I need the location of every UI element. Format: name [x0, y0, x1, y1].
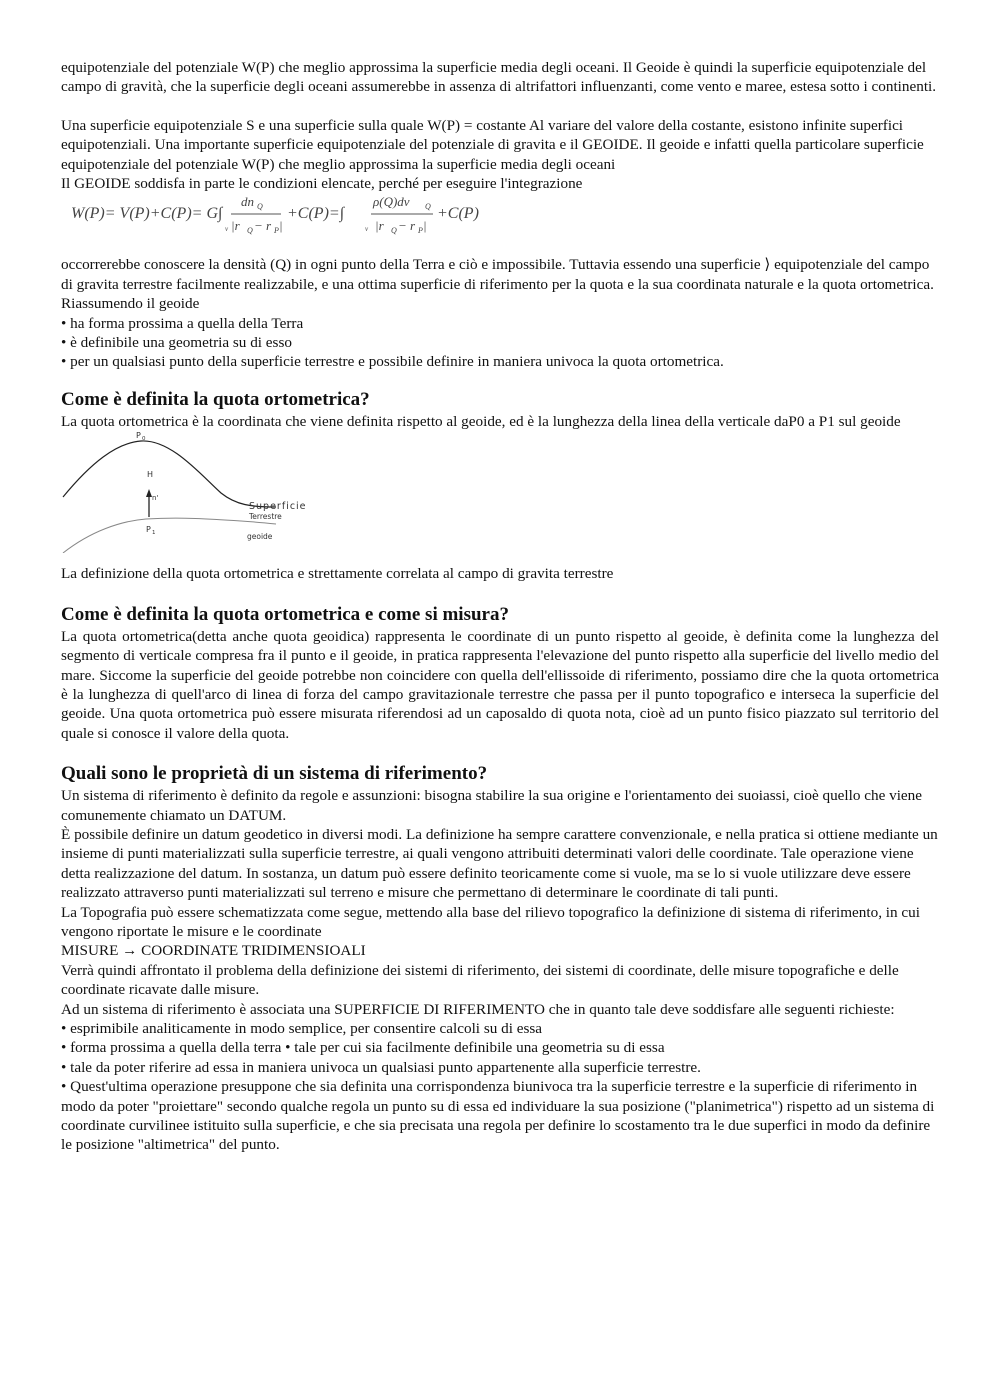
after-formula-paragraph: occorrerebbe conoscere la densità (Q) in ogni punto della Terra e ciò e impossibile. Tuttavia essendo una superficie ⟩ equipotenziale del campo di gravita terrestre facilmente realizzabile, e una ottima superficie di riferimento per la quota e la sua coordinata naturale e la quota ortometrica.: [61, 256, 934, 293]
section-3-bullet-2: • forma prossima a quella della terra • tale per cui sia facilmente definibile una geometria su di essa: [61, 1039, 665, 1057]
summary-bullet-3: • per un qualsiasi punto della superficie terrestre e possibile definire in maniera univoca la quota ortometrica.: [61, 353, 724, 371]
section-3-paragraph-3: La Topografia può essere schematizzata come segue, mettendo alla base del rilievo topografico la definizione di sistema di riferimento, in cui vengono riportate le misure e le coordinate: [61, 903, 920, 940]
summary-bullet-1: • ha forma prossima a quella della Terra: [61, 314, 304, 332]
formula-den2-c: |: [423, 218, 427, 234]
formula-den1-c: |: [279, 218, 283, 234]
geoid-curve: [63, 518, 276, 553]
section-1-after-text: La definizione della quota ortometrica e strettamente correlata al campo di gravita terrestre: [61, 565, 614, 583]
potential-formula: [61, 193, 939, 255]
section-1-text: La quota ortometrica è la coordinata che viene definita rispetto al geoide, ed è la lunghezza della linea della verticale daP0 a P1 sul geoide: [61, 412, 901, 430]
formula-dn: dn: [241, 195, 254, 210]
p0-label: P: [136, 431, 141, 441]
section-3-paragraph-2: È possibile definire un datum geodetico in diversi modi. La definizione ha sempre carattere convenzionale, e nella pratica si ottiene mediante un insieme di punti materializzati sulla superficie terrestre, ai quali vengono attribuiti determinati valori delle coordinate. Tale operazione viene detta realizzazione del datum. In sostanza, un datum può essere definito teoricamente come si vuole, ma se lo si vuole utilizzare deve essere realizzato attraverso punti materializzati sul terreno e misure che permettano di determinare le coordinate di tali punti.: [61, 825, 938, 902]
p1-sub: 1: [152, 530, 156, 537]
formula-v-sub-1: v: [225, 225, 229, 234]
section-3-paragraph-5: Verrà quindi affrontato il problema della definizione dei sistemi di riferimento, dei sistemi di coordinate, delle misure topografiche e delle coordinate ricavate dalle misure.: [61, 961, 899, 999]
h-label: H: [147, 470, 154, 480]
section-3-bullet-1: • esprimibile analiticamente in modo semplice, per consentire calcoli su di essa: [61, 1020, 543, 1037]
section-3-paragraph-1: Un sistema di riferimento è definito da regole e assunzioni: bisogna stabilire la sua origine e l'orientamento dei suoiassi, cioè quello che viene comunemente chiamato un DATUM.: [61, 787, 923, 824]
intro-paragraph-3: Il GEOIDE soddisfa in parte le condizioni elencate, perché per eseguire l'integrazione: [61, 175, 583, 193]
section-3-paragraph-6: Ad un sistema di riferimento è associata una SUPERFICIE DI RIFERIMENTO che in quanto tale deve soddisfare alle seguenti richieste:: [61, 1000, 895, 1018]
formula-rho-sub: Q: [425, 202, 431, 212]
summary-bullet-2: • è definibile una geometria su di esso: [61, 334, 292, 352]
formula-lhs: W(P)= V(P)+C(P)= G∫: [71, 205, 223, 223]
formula-den1-b: − r: [254, 218, 272, 234]
formula-den2-a: |r: [375, 218, 384, 234]
n-label: n': [152, 494, 159, 503]
geoid-label: geoide: [247, 532, 273, 542]
earth-surface-curve: [63, 441, 276, 507]
formula-den1-sub1: Q: [247, 226, 253, 236]
formula-den2-sub2: P: [418, 226, 423, 236]
section-2-text: La quota ortometrica(detta anche quota geoidica) rappresenta le coordinate di un punto rispetto al geoide, è definita come la lunghezza del segmento di verticale compresa fra il punto e il geoide, in pratica rappresenta l'elevazione del punto rispetto alla superficie del livello medio del mare. Siccome la superficie del geoide potrebbe non coincidere con quella dell'ellissoide di riferimento, possiamo dire che la quota ortometrica è la lunghezza di quell'arco di linea di forza del campo gravitazionale terrestre che passa per il punto topografico e interseca la superficie del geoide. Una quota ortometrica può essere misurata riferendosi ad un caposaldo di quota nota, cioè ad un punto fisico piazzato sul territorio del quale si conosce il valore della quota.: [61, 627, 939, 742]
section-3-bullet-4: • Quest'ultima operazione presuppone che sia definita una corrispondenza biunivoca tra la superficie terrestre e la superficie di riferimento in modo da poter "proiettare" secondo qualche regola un punto su di essa ed individuare la sua posizione ("planimetrica") rispetto ad un sistema di coordinate curvilinee istituito sulla superficie, e che sia precisata una regola per definire lo scostamento tra le due superfici in modo da definire le posizione "altimetrica" del punto.: [61, 1078, 935, 1154]
surface-label-1: Superficie: [249, 501, 307, 513]
intro-paragraph-2: Una superficie equipotenziale S e una superficie sulla quale W(P) = costante Al variare del valore della costante, esistono infinite superfici equipotenziali. Una importante superficie equipotenziale del potenziale di gravita e il GEOIDE. Il geoide e infatti quella particolare superficie equipotenziale del potenziale W(P) che meglio approssima la superficie media degli oceani: [61, 116, 924, 173]
formula-rho: ρ(Q)dv: [373, 195, 410, 210]
formula-den2-b: − r: [398, 218, 416, 234]
document-page: [61, 58, 939, 1155]
orthometric-height-figure: [61, 431, 939, 553]
formula-v-sub-2: v: [365, 225, 369, 234]
formula-den1-a: |r: [231, 218, 240, 234]
section-1-heading: Come è definita la quota ortometrica?: [61, 388, 370, 410]
p0-sub: 0: [142, 436, 146, 443]
section-3-bullet-3: • tale da poter riferire ad essa in maniera univoca un qualsiasi punto appartenente alla superficie terrestre.: [61, 1058, 701, 1076]
intro-paragraph-1: equipotenziale del potenziale W(P) che meglio approssima la superficie media degli oceani. Il Geoide è quindi la superficie equipotenziale del campo di gravità, che la superficie degli oceani assumerebbe in assenza di altrifattori influenzanti, come vento e maree, estesa sotto i continenti.: [61, 59, 937, 96]
section-3-paragraph-4: MISURE → COORDINATE TRIDIMENSIOALI: [61, 942, 366, 960]
section-2-heading: Come è definita la quota ortometrica e come si misura?: [61, 603, 509, 625]
summary-label: Riassumendo il geoide: [61, 295, 200, 313]
surface-label-2: Terrestre: [249, 512, 282, 522]
formula-mid: +C(P)=∫: [287, 205, 345, 223]
orthometric-diagram: [61, 431, 331, 553]
formula-den1-sub2: P: [274, 226, 279, 236]
formula-dn-sub: Q: [257, 202, 263, 212]
section-3-heading: Quali sono le proprietà di un sistema di riferimento?: [61, 763, 488, 785]
formula-den2-sub1: Q: [391, 226, 397, 236]
formula-rhs: +C(P): [437, 205, 479, 223]
formula-image: [67, 195, 547, 251]
p1-label: P: [146, 525, 151, 535]
